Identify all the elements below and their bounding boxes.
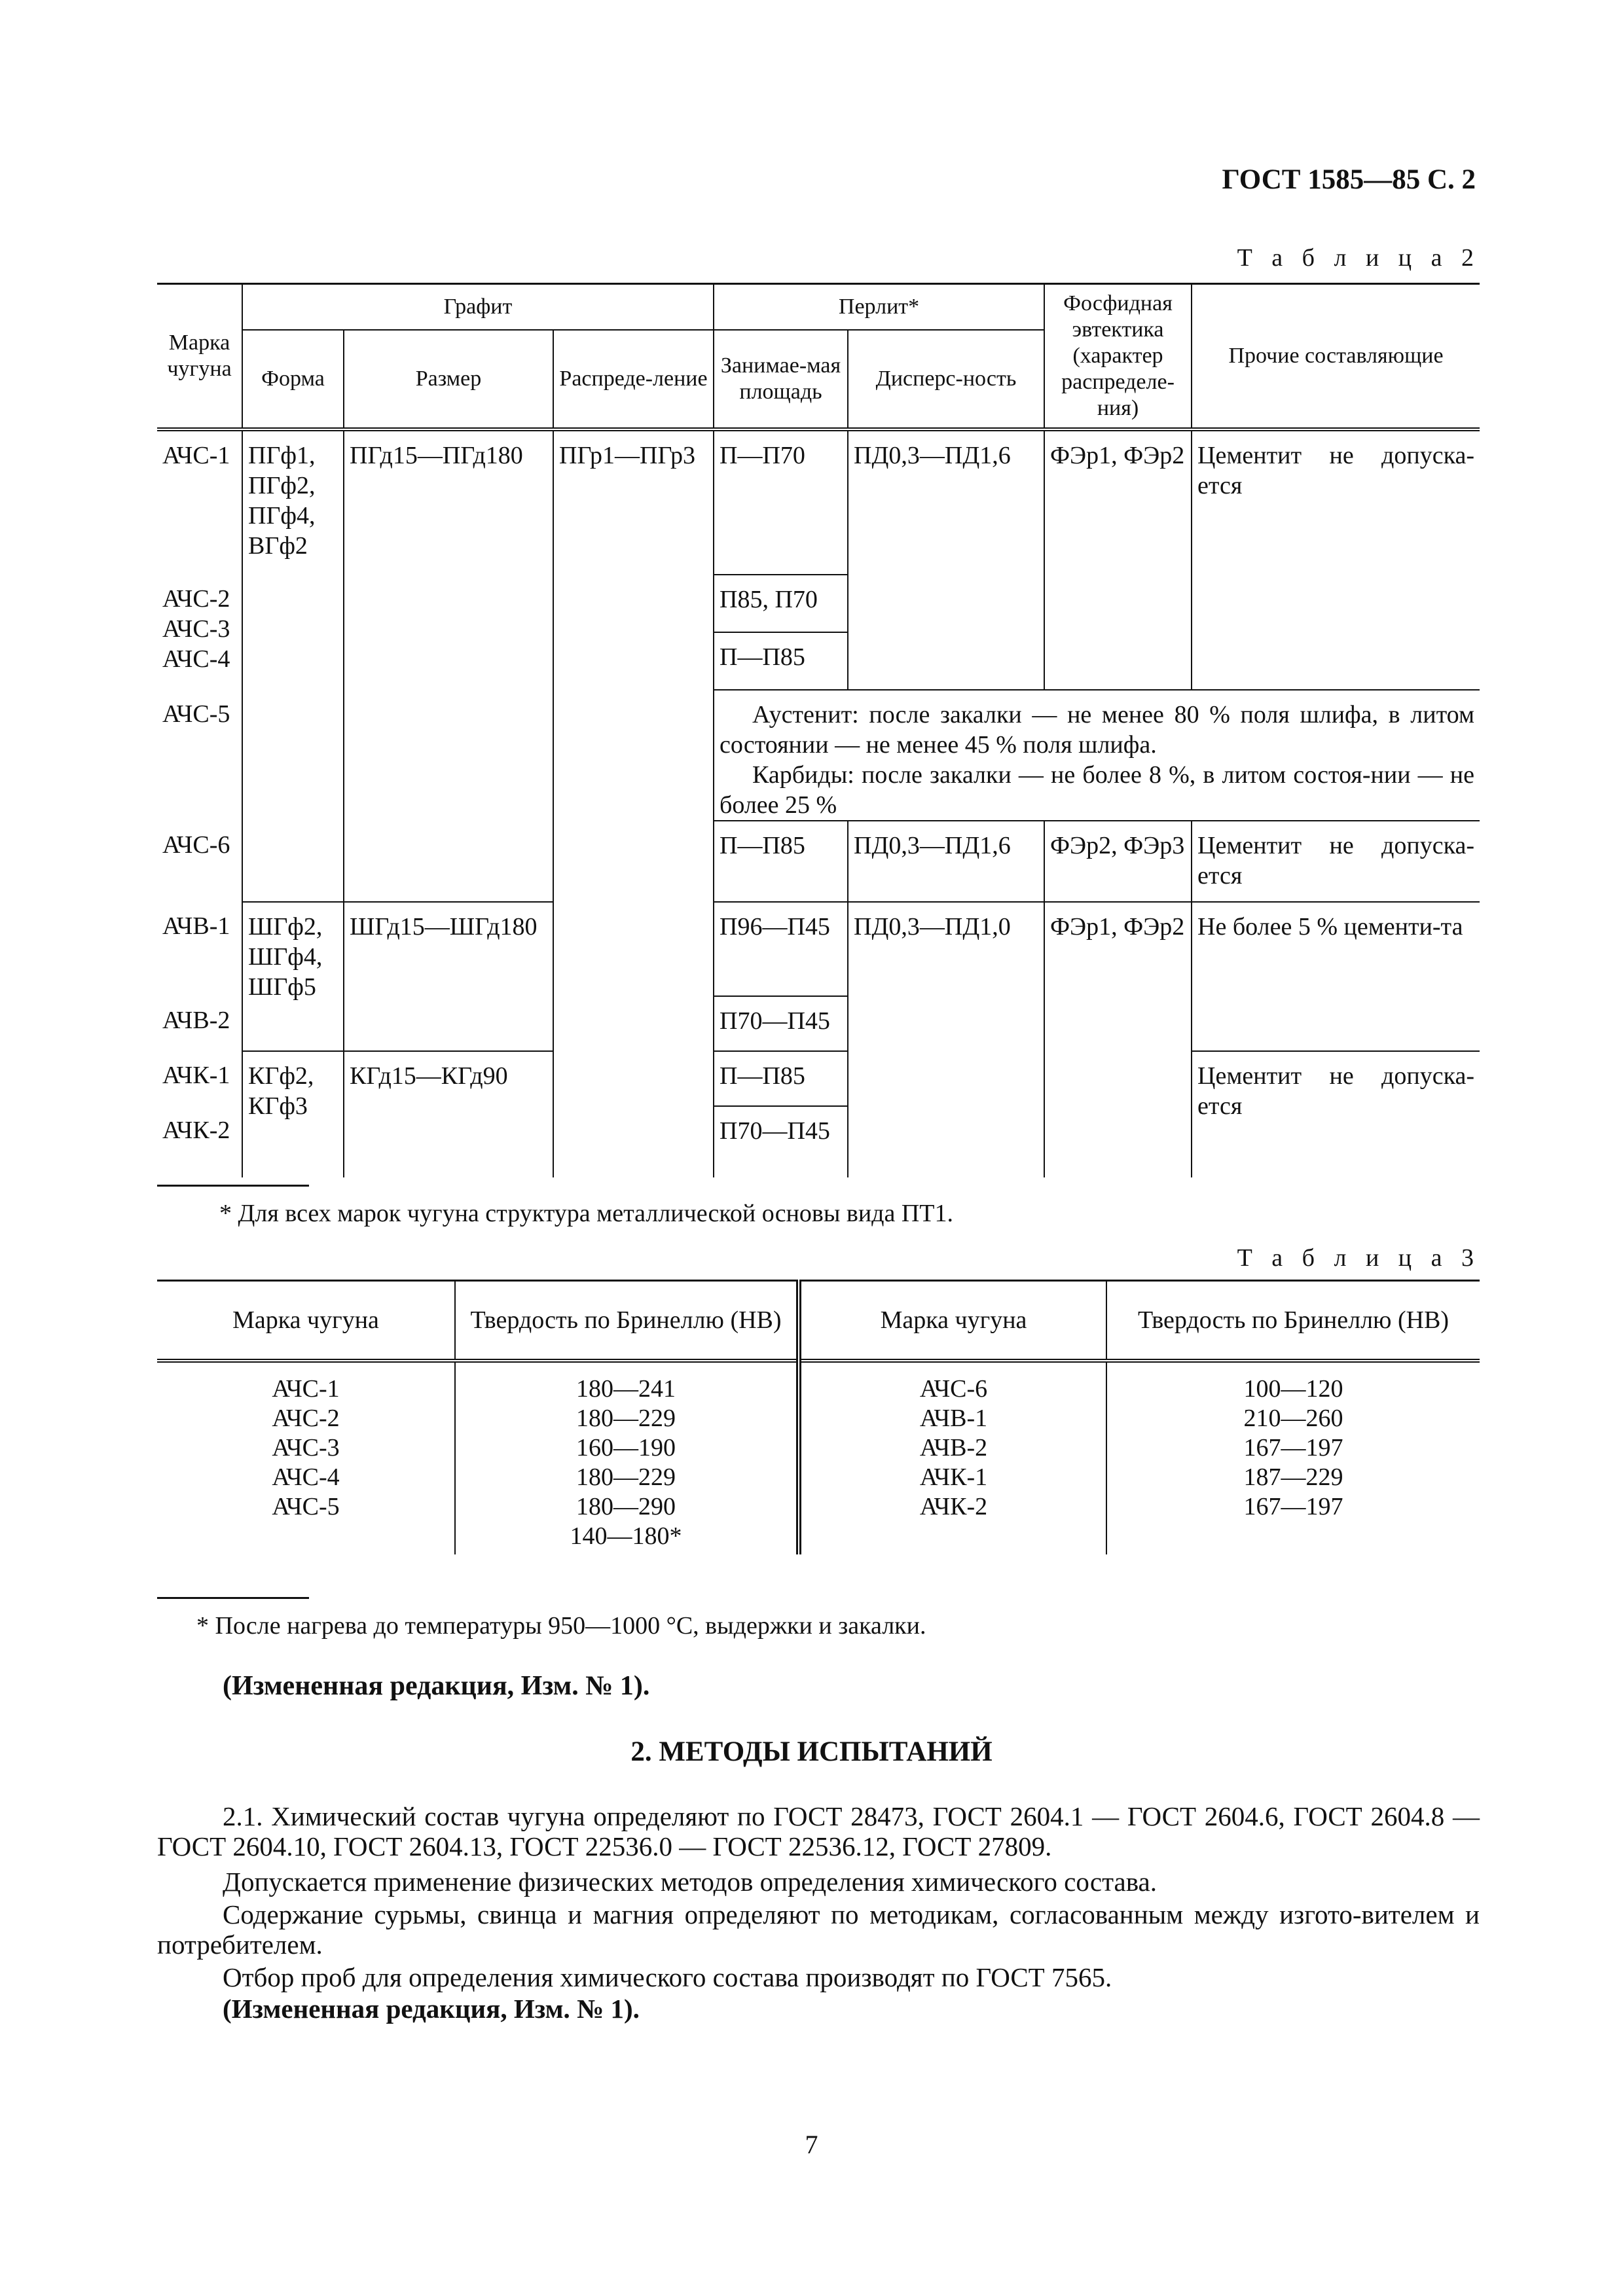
size-cell: ШГд15—ШГд180 xyxy=(344,902,553,1051)
section-title: 2. МЕТОДЫ ИСПЫТАНИЙ xyxy=(630,1736,993,1767)
col-brand-header: Марка чугуна xyxy=(157,1281,455,1361)
dispersion-cell: ПД0,3—ПД1,6 xyxy=(848,821,1044,902)
table3-caption: Т а б л и ц а 3 xyxy=(1237,1244,1480,1272)
austenite-note: Аустенит: после закалки — не менее 80 % поля шлифа, в литом состоянии — не менее 45 % поля шлифа. xyxy=(720,701,1475,759)
brand-cell: АЧС-1 xyxy=(162,442,230,469)
table-row xyxy=(157,1051,1480,1106)
page-number: 7 xyxy=(805,2130,818,2159)
area-cell: П70—П45 xyxy=(714,1106,848,1177)
col-form-header: Форма xyxy=(242,330,344,429)
paragraph-antimony: Содержание сурьмы, свинца и магния определяют по методикам, согласованным между изгото-вителем и потребителем. xyxy=(157,1899,1480,1960)
table2-caption: Т а б л и ц а 2 xyxy=(1237,244,1480,272)
area-cell: П—П85 xyxy=(714,1051,848,1106)
dispersion-cell: ПД0,3—ПД1,6 xyxy=(848,429,1044,690)
area-cell: П—П70 xyxy=(714,429,848,575)
footnote-rule-2 xyxy=(157,1597,309,1599)
table-2 xyxy=(157,283,1480,1177)
carbides-note: Карбиды: после закалки — не более 8 %, в литом состоя-нии — не более 25 % xyxy=(720,761,1475,819)
col-hardness-header-2: Твердость по Бринеллю (НВ) xyxy=(1106,1281,1480,1361)
document-header: ГОСТ 1585—85 С. 2 xyxy=(1222,164,1476,195)
left-hardness-cell: 180—241 180—229 160—190 180—229 180—290 140—180* xyxy=(455,1361,799,1554)
left-brands-cell: АЧС-1 АЧС-2 АЧС-3 АЧС-4 АЧС-5 xyxy=(272,1375,340,1520)
other-cell: Цементит не допуска-ется xyxy=(1192,429,1480,690)
col-brand-header: Марка чугуна xyxy=(157,284,242,430)
paragraph-sampling: Отбор проб для определения химического состава производят по ГОСТ 7565. xyxy=(223,1962,1112,1992)
paragraph-physical-methods: Допускается применение физических методов определения химического состава. xyxy=(223,1867,1157,1897)
brand-cell: АЧК-2 xyxy=(162,1117,230,1144)
distribution-cell: ПГр1—ПГр3 xyxy=(553,429,714,1177)
area-cell: П85, П70 xyxy=(714,575,848,632)
table-row xyxy=(157,902,1480,996)
form-cell: ШГф2, ШГф4, ШГф5 xyxy=(242,902,344,1051)
other-cell: Не более 5 % цементи-та xyxy=(1192,902,1480,1051)
brand-cell: АЧС-6 xyxy=(162,831,230,859)
size-cell: ПГд15—ПГд180 xyxy=(344,429,553,902)
col-hardness-header: Твердость по Бринеллю (НВ) xyxy=(455,1281,799,1361)
col-size-header: Размер xyxy=(344,330,553,429)
dispersion-cell: ПД0,3—ПД1,0 xyxy=(848,902,1044,1177)
phosphide-cell: ФЭр1, ФЭр2 xyxy=(1044,902,1192,1177)
col-distribution-header: Распреде-ление xyxy=(553,330,714,429)
other-cell: Цементит не допуска-ется xyxy=(1192,821,1480,902)
area-cell: П70—П45 xyxy=(714,996,848,1051)
table-3 xyxy=(157,1280,1480,1554)
brand-cell: АЧК-1 xyxy=(162,1062,230,1089)
pearlite-group-header: Перлит* xyxy=(714,284,1044,331)
edit-note-2: (Измененная редакция, Изм. № 1). xyxy=(223,1994,640,2024)
brand-cell: АЧС-2 АЧС-3 АЧС-4 xyxy=(162,585,230,673)
table3-footnote: * После нагрева до температуры 950—1000 °С, выдержки и закалки. xyxy=(196,1612,926,1640)
size-cell: КГд15—КГд90 xyxy=(344,1051,553,1177)
brand-cell: АЧС-5 xyxy=(162,700,230,728)
form-cell: КГф2, КГф3 xyxy=(242,1051,344,1177)
table2-footnote: * Для всех марок чугуна структура металлической основы вида ПТ1. xyxy=(219,1200,954,1227)
graphite-group-header: Графит xyxy=(242,284,714,331)
brand-cell: АЧВ-1 xyxy=(162,912,230,940)
other-cell: Цементит не допуска-ется xyxy=(1192,1051,1480,1177)
col-area-header: Занимае-мая площадь xyxy=(714,330,848,429)
right-brands-cell: АЧС-6 АЧВ-1 АЧВ-2 АЧК-1 АЧК-2 xyxy=(799,1361,1106,1554)
area-cell: П—П85 xyxy=(714,821,848,902)
table-row xyxy=(157,429,1480,575)
footnote-rule xyxy=(157,1185,309,1187)
form-cell: ПГф1, ПГф2, ПГф4, ВГф2 xyxy=(242,429,344,902)
phosphide-cell: ФЭр2, ФЭр3 xyxy=(1044,821,1192,902)
col-brand-header-2: Марка чугуна xyxy=(799,1281,1106,1361)
table-row xyxy=(157,1361,1480,1554)
area-cell: П—П85 xyxy=(714,632,848,690)
brand-cell: АЧВ-2 xyxy=(162,1007,230,1034)
col-other-header: Прочие составляющие xyxy=(1192,284,1480,430)
edit-note: (Измененная редакция, Изм. № 1). xyxy=(223,1671,650,1701)
col-dispersion-header: Дисперс-ность xyxy=(848,330,1044,429)
area-cell: П96—П45 xyxy=(714,902,848,996)
col-phosphide-header: Фосфидная эвтектика (характер распределе-ния) xyxy=(1044,284,1192,430)
paragraph-2-1: 2.1. Химический состав чугуна определяют по ГОСТ 28473, ГОСТ 2604.1 — ГОСТ 2604.6, ГОСТ 2604.8 — ГОСТ 2604.10, ГОСТ 2604.13, ГОСТ 22536.0 — ГОСТ 22536.12, ГОСТ 27809. xyxy=(157,1801,1480,1861)
right-hardness-cell: 100—120 210—260 167—197 187—229 167—197 xyxy=(1106,1361,1480,1554)
phosphide-cell: ФЭр1, ФЭр2 xyxy=(1044,429,1192,690)
